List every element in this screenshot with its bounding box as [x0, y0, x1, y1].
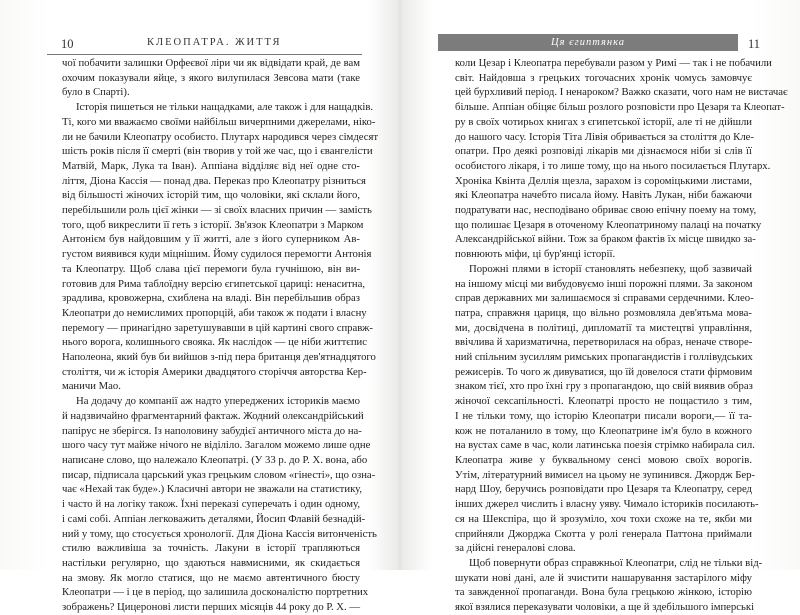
text-line: якої взялися переказувати чоловіки, а ще й здебільшого імперські — [455, 601, 755, 614]
text-line: було в Спарті). — [62, 86, 130, 99]
text-line: Александрійської війни. Тож за браком фактів їх місце швидко за- — [455, 233, 756, 246]
text-line: від більшості жіночих історій тим, що чоловіки, які склали його, — [62, 189, 360, 202]
text-line: нього ворога, колишнього свояка. Як наслідок — це ніби життєпис — [62, 336, 368, 349]
left-header — [47, 34, 362, 55]
text-line: Матвій, Марк, Лука та Іван). Аппіана відділяє від неї одне сто- — [62, 159, 360, 172]
text-line: сприйняли Джорджа Скотта у ролі генерала Паттона приймали — [455, 527, 752, 540]
text-line: та завжденної пропаганди. Вона була грецькою жінкою, історію — [455, 586, 752, 599]
text-line: жіночої сексапільності. Клеопатрі просто не пощастило з тим, — [455, 395, 752, 408]
text-line: знаком тієї, хто про їхні гру з пропагандою, що свій виявив образ — [455, 380, 753, 393]
page-number: 11 — [747, 37, 760, 51]
text-line: маничи Мао. — [62, 380, 121, 393]
text-line: Порожні плями в історії становлять небезпеку, щоб зазвичай — [469, 262, 752, 275]
text-line: Антонієм був найдовшим у її житті, але з його суперником Ав- — [62, 233, 360, 246]
text-line: Ті, кого ми вважаємо своїми найбільш вичерпними джерелами, ніко- — [62, 115, 376, 128]
page-text — [455, 56, 788, 615]
text-line: перемогу — принагідно заретушувавши в цій картині свого справж- — [62, 321, 373, 334]
text-line: густом виявився куди міцнішим. Йому судилося перемогти Антонія — [62, 248, 372, 261]
text-line: Клеопатра живе у буквальному сенсі мовою своїх ворогів. — [455, 453, 752, 466]
right-header — [438, 34, 760, 54]
page-number: 10 — [61, 37, 74, 51]
text-line: ний спільним зусиллям римських пропагандистів і голлівудських — [455, 351, 753, 364]
text-line: шукати нові дані, але й зчистити нашарування застарілого міфу — [455, 571, 752, 584]
text-line: на іншому місці ми вибудовуємо інші порожні плями. За законом — [455, 277, 753, 290]
text-line: світ. Найдовша з грецьких тогочасних хронік чомусь замовчує — [455, 71, 752, 84]
text-line: стилю важливіша за точність. Лакуни в історії трапляються — [62, 542, 360, 555]
text-line: патра, справжня цариця, що вільно розмовляла дев'ятьма мова- — [455, 306, 752, 319]
text-line: ввічлива й харизматична, перетворилася на образ, неначе створе- — [455, 336, 753, 349]
text-line: коли Цезар і Клеопатра перебували разом у Римі — так і не побачили — [455, 57, 772, 69]
text-line: і часто й на логіку також. Їхні переказі суперечать і один одному, — [62, 498, 360, 511]
text-line: режисерів. То чого ж дивуватися, що їй довелося стати фірмовим — [455, 365, 753, 378]
text-line: Клеопатри до немислимих пропорцій, аби також ж подати і власну — [62, 306, 367, 319]
running-head: КЛЕОПАТРА. ЖИТТЯ — [147, 37, 282, 48]
text-line: писар, підписала царський указ грецьким словом «гінесті», що озна- — [62, 468, 376, 481]
text-line: за дійсні генералові слова. — [455, 542, 576, 555]
text-line: зрадлива, кровожерна, схиблена на владі. Він перебільшив образ — [62, 292, 360, 305]
text-line: століття, чи ж історія Америки двадцятого сторіччя авторства Кер- — [62, 365, 367, 378]
text-line: шість років після її смерті (він творив у той же час, що і євангелісти — [62, 145, 373, 158]
text-line: того, щоб викреслити її геть з історії. Зв'язок Клеопатри з Марком — [62, 218, 364, 231]
text-line: справ державних ми залишаємося зі справами сердечними. Клео- — [455, 292, 754, 305]
text-line: І не тільки тому, що історію Клеопатри писали вороги,— її та- — [455, 409, 752, 422]
text-line: папірус не зберігся. Із наполовину забудієї античного міста до на- — [62, 424, 362, 437]
text-line: цей бурхливий період. І ненароком? Важко сказати, чого нам не вистачає — [455, 86, 788, 99]
text-line: написане слово, що належало Клеопатрі. (У 33 р. до Р. Х. вона, або — [62, 453, 368, 466]
text-line: чає «Нехай так буде».) Класичні автори не зважали на статистику, — [62, 483, 363, 496]
text-line: подратувати нас, несподівано обриває свою епічну поему на тому, — [455, 204, 757, 217]
text-line: Наполеона, який був би вийшов з-під пера британця дев'ятнадцятого — [62, 351, 376, 364]
text-line: перебільшили роль цієї жінки — зі своїх власних причин — замість — [62, 204, 372, 217]
text-line: інших джерел числить і власну уяву. Чимало істориків посилають- — [455, 498, 759, 511]
text-line: На додачу до компанії аж надто упереджених істориків маємо — [76, 395, 360, 408]
text-line: та Клеопатру. Щоб слава цієї перемоги була гучнішою, він ви- — [62, 262, 360, 275]
text-line: що полишає Цезаря в оточеному Клеопатриному палаці на початку — [455, 218, 762, 231]
text-line: особистого лікаря, і то лише тому, що на нього посилається Плутарх. — [455, 159, 771, 172]
left-page — [0, 0, 400, 614]
running-head: Ця єгиптянка — [438, 34, 738, 51]
text-line: нард Шоу, беручись розповідати про Цезаря та Клеопатру, серед — [455, 483, 752, 496]
text-line: охочим показували яйце, з якого вилупилася Зевсова мати (таке — [62, 71, 360, 84]
text-line: ру в своїх чотирьох книгах з єгипетської історії, але ті не дійшли — [455, 115, 752, 128]
text-line: повнюють міфи, ці бур'янці історії. — [455, 248, 616, 261]
text-line: ліття, Діона Кассія — понад два. Переказ про Клеопатру різниться — [62, 174, 366, 187]
text-line: готовив для Рима таблоїдну версію єгипетської цариці: ненаситна, — [62, 277, 366, 290]
text-line: й надзвичайно фрагментарний фактаж. Жодний олександрійський — [62, 409, 364, 422]
text-line: які Клеопатра начебто писала йому. Навіть Лукан, ніби бажаючи — [455, 189, 752, 202]
text-line: шого часу тут майже нічого не віділіло. Загалом можемо лише одне — [62, 439, 371, 452]
text-line: чої побачити залишки Орфеєвої ліри чи як відвідати край, де вам — [62, 57, 360, 69]
text-line: Щоб повернути образ справжньої Клеопатри, слід не тільки від- — [469, 556, 763, 569]
text-line: і самі собі. Аппіан легковажить деталями, Йосип Флавій безнадій- — [62, 512, 366, 525]
text-line: на змову. Як могло статися, що не маємо автентичного бюсту — [62, 571, 360, 584]
text-line: ли не бачили Клеопатру особисто. Плутарх народився через сімдесят — [62, 130, 379, 143]
text-line: кож не поталанило в тому, що Клеопатрине ім'я було в кожного — [455, 424, 752, 437]
text-line: на вустах саме в час, коли латинська поезія стрімко набирала сил. — [455, 439, 755, 452]
text-line: більше. Аппіан обіцяє більш розлого розповісти про Цезаря та Клеопат- — [455, 101, 785, 114]
text-line: ми, досвідчена в політиці, дипломатії та мистецтві управління, — [455, 321, 752, 334]
page-text — [62, 56, 379, 615]
text-line: Хроніка Квінта Деллія щезла, зарахом із сороміцькими листами, — [455, 174, 752, 187]
text-line: ний у тому, що стосується хронології. Для Діона Кассія витонченість — [62, 527, 377, 540]
text-line: до нашого часу. Історія Тіта Лівія обривається за століття до Кле- — [455, 130, 754, 143]
text-line: настільки регулярно, що здаються навмисними, як скидається — [62, 556, 360, 569]
text-line: ся на Шекспіра, що й зрозуміло, хоч тохи схоже на те, якби ми — [455, 512, 752, 525]
text-line: опатри. Про деякі розповіді лікарів ми дізнаємося ніби зі слів її — [455, 145, 752, 158]
text-line: Утім, літературний вимисел на цьому не зупинився. Джордж Бер- — [455, 468, 755, 481]
text-line: зображень? Цицеронові листи перших місяців 44 року до Р. Х. — — [62, 601, 361, 614]
text-line: Історія пишеться не тільки нащадками, але також і для нащадків. — [76, 101, 374, 114]
text-line: Клеопатри — і це в період, що залишила досконалістю портретних — [62, 586, 369, 599]
